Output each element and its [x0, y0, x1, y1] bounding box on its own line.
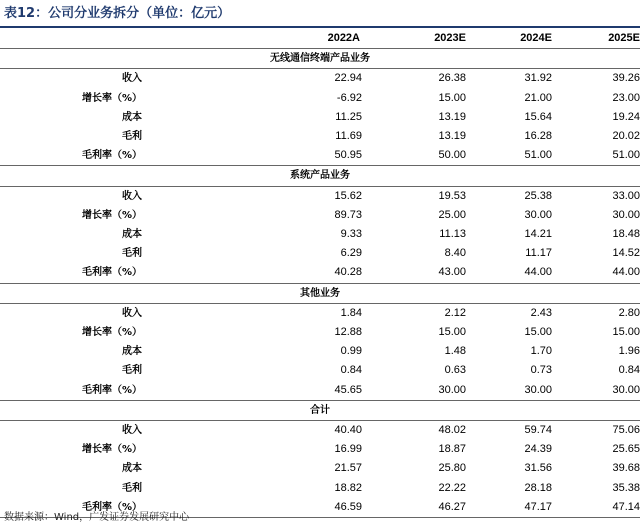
table-row	[0, 381, 640, 401]
value-cell: 15.64	[524, 110, 552, 123]
header-cell: 2025E	[552, 29, 640, 49]
value-cell: -6.92	[336, 91, 362, 104]
value-cell: 25.80	[438, 462, 466, 475]
row-label: 毛利	[122, 248, 142, 260]
value-cell: 2.80	[618, 306, 640, 319]
source-note: 数据来源：Wind，广发证券发展研究中心	[4, 512, 190, 523]
value-cell: 13.19	[438, 130, 466, 143]
value-cell: 9.33	[340, 228, 362, 241]
value-cell: 15.62	[334, 189, 362, 202]
value-cell: 46.27	[378, 498, 466, 518]
value-cell: 18.87	[438, 443, 466, 456]
value-cell: 25.38	[524, 189, 552, 202]
value-cell: 26.38	[438, 72, 466, 85]
value-cell: 50.00	[438, 149, 466, 162]
row-label: 增长率（%）	[81, 209, 142, 221]
table-row	[0, 69, 640, 89]
value-cell: 30.00	[524, 383, 552, 396]
value-cell: 11.13	[439, 228, 466, 241]
value-cell: 20.02	[612, 130, 640, 143]
row-label: 毛利率（%）	[81, 384, 142, 396]
value-cell: 2.43	[530, 306, 552, 319]
table-row	[0, 361, 640, 380]
table-row	[0, 225, 640, 244]
value-cell: 0.99	[340, 345, 362, 358]
value-cell: 30.00	[612, 383, 640, 396]
table-row	[0, 206, 640, 225]
value-cell: 2.12	[444, 306, 466, 319]
row-label: 毛利	[122, 131, 142, 143]
value-cell: 19.24	[612, 110, 640, 123]
value-cell: 22.22	[438, 481, 466, 494]
header-row	[0, 29, 640, 49]
value-cell: 11.17	[525, 247, 552, 260]
header-cell: 2022A	[258, 29, 378, 49]
section-header-row	[0, 49, 640, 69]
row-label: 成本	[122, 229, 142, 241]
value-cell: 11.69	[335, 130, 362, 143]
value-cell: 31.92	[524, 72, 552, 85]
table-row	[0, 440, 640, 459]
value-cell: 14.52	[612, 247, 640, 260]
section-title: 系统产品业务	[0, 166, 640, 186]
row-label: 成本	[122, 111, 142, 123]
value-cell: 18.82	[334, 481, 362, 494]
table-row	[0, 421, 640, 441]
value-cell: 40.40	[334, 424, 362, 437]
value-cell: 0.84	[618, 364, 640, 377]
value-cell: 30.00	[524, 208, 552, 221]
row-label: 成本	[122, 463, 142, 475]
row-label: 收入	[122, 425, 142, 437]
section-header-row	[0, 400, 640, 420]
section-header-row	[0, 283, 640, 303]
header-cell: 2024E	[466, 29, 552, 49]
value-cell: 33.00	[612, 189, 640, 202]
table-row	[0, 323, 640, 342]
value-cell: 1.48	[444, 345, 466, 358]
value-cell: 75.06	[612, 424, 640, 437]
value-cell: 13.19	[438, 110, 466, 123]
value-cell: 51.00	[524, 149, 552, 162]
value-cell: 46.59	[258, 498, 378, 518]
value-cell: 6.29	[340, 247, 362, 260]
value-cell: 1.84	[340, 306, 362, 319]
value-cell: 15.00	[612, 326, 640, 339]
value-cell: 15.00	[524, 326, 552, 339]
row-label: 增长率（%）	[81, 92, 142, 104]
value-cell: 50.95	[334, 149, 362, 162]
value-cell: 89.73	[334, 208, 362, 221]
value-cell: 28.18	[524, 481, 552, 494]
value-cell: 1.96	[618, 345, 640, 358]
row-label: 毛利	[122, 365, 142, 377]
value-cell: 44.00	[612, 266, 640, 279]
value-cell: 15.00	[438, 91, 466, 104]
value-cell: 45.65	[334, 383, 362, 396]
value-cell: 16.28	[524, 130, 552, 143]
table-row	[0, 263, 640, 283]
value-cell: 35.38	[612, 481, 640, 494]
value-cell: 43.00	[438, 266, 466, 279]
header-cell	[0, 29, 258, 49]
section-header-row	[0, 166, 640, 186]
value-cell: 0.84	[340, 364, 362, 377]
value-cell: 59.74	[524, 424, 552, 437]
row-label: 毛利率（%）	[0, 498, 258, 518]
value-cell: 25.65	[612, 443, 640, 456]
value-cell: 0.63	[444, 364, 466, 377]
value-cell: 48.02	[438, 424, 466, 437]
table-row	[0, 244, 640, 263]
table-row	[0, 303, 640, 323]
table-row	[0, 127, 640, 146]
value-cell: 39.26	[612, 72, 640, 85]
value-cell: 18.48	[612, 228, 640, 241]
row-label: 毛利率（%）	[81, 267, 142, 279]
row-label: 收入	[122, 307, 142, 319]
header-cell: 2023E	[378, 29, 466, 49]
row-label: 收入	[122, 73, 142, 85]
value-cell: 44.00	[524, 266, 552, 279]
value-cell: 19.53	[438, 189, 466, 202]
row-label: 收入	[122, 190, 142, 202]
value-cell: 0.73	[530, 364, 552, 377]
section-title: 合计	[0, 400, 640, 420]
value-cell: 14.21	[524, 228, 552, 241]
table-row	[0, 459, 640, 478]
value-cell: 1.70	[530, 345, 552, 358]
title-divider	[0, 26, 640, 28]
value-cell: 47.17	[466, 498, 552, 518]
value-cell: 39.68	[612, 462, 640, 475]
value-cell: 25.00	[438, 208, 466, 221]
value-cell: 47.14	[552, 498, 640, 518]
value-cell: 23.00	[612, 91, 640, 104]
value-cell: 30.00	[438, 383, 466, 396]
value-cell: 24.39	[524, 443, 552, 456]
row-label: 增长率（%）	[81, 327, 142, 339]
section-title: 无线通信终端产品业务	[0, 49, 640, 69]
table-row	[0, 108, 640, 127]
value-cell: 12.88	[334, 326, 362, 339]
row-label: 毛利	[122, 482, 142, 494]
value-cell: 11.25	[335, 110, 362, 123]
table-row	[0, 479, 640, 498]
value-cell: 8.40	[444, 247, 466, 260]
row-label: 增长率（%）	[81, 444, 142, 456]
row-label: 成本	[122, 346, 142, 358]
table-row	[0, 342, 640, 361]
section-title: 其他业务	[0, 283, 640, 303]
table-row	[0, 186, 640, 206]
value-cell: 22.94	[334, 72, 362, 85]
value-cell: 30.00	[612, 208, 640, 221]
value-cell: 51.00	[612, 149, 640, 162]
row-label: 毛利率（%）	[81, 150, 142, 162]
value-cell: 40.28	[334, 266, 362, 279]
table-title: 表12：公司分业务拆分（单位：亿元）	[4, 6, 231, 21]
value-cell: 16.99	[334, 443, 362, 456]
value-cell: 21.57	[334, 462, 362, 475]
value-cell: 15.00	[438, 326, 466, 339]
table-row	[0, 89, 640, 108]
table-row	[0, 146, 640, 166]
value-cell: 31.56	[524, 462, 552, 475]
business-breakdown-table	[0, 29, 640, 518]
value-cell: 21.00	[524, 91, 552, 104]
